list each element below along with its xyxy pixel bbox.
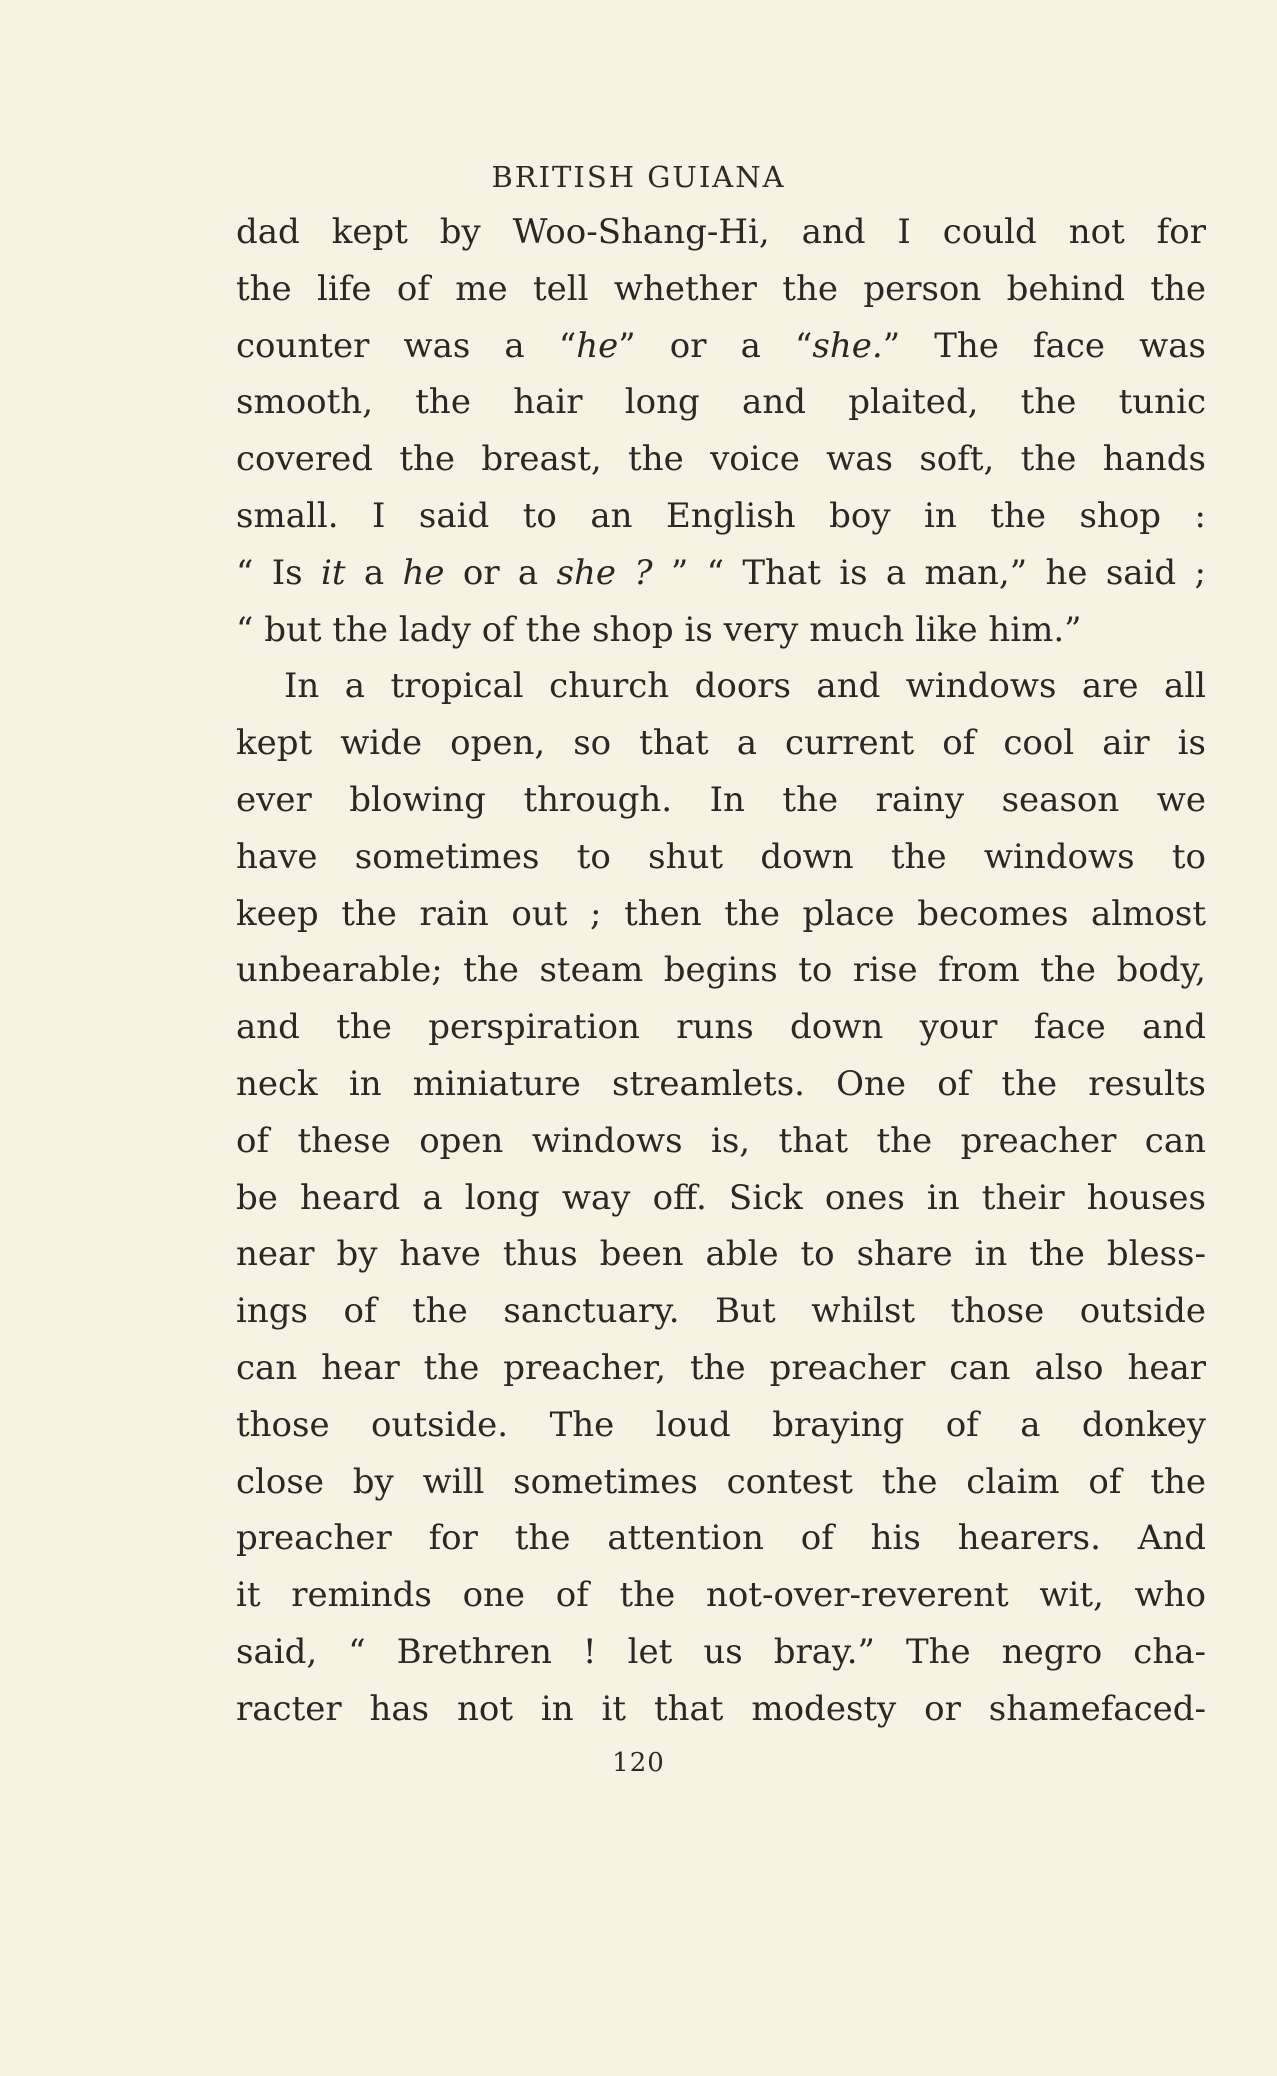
text-line: preacher for the attention of his hearers. And xyxy=(236,1518,1206,1559)
text-line: and the perspiration runs down your face and xyxy=(236,1007,1206,1048)
text-line: small. I said to an English boy in the shop : xyxy=(236,495,1206,536)
italic-word: she. xyxy=(812,325,883,366)
text-line: In a tropical church doors and windows are all xyxy=(284,666,1206,707)
text-line: smooth, the hair long and plaited, the tunic xyxy=(236,382,1206,423)
text-line: “ but the lady of the shop is very much like him.” xyxy=(236,609,1082,650)
text-line: have sometimes to shut down the windows to xyxy=(236,836,1206,877)
text-line: said, “ Brethren ! let us bray.” The negro cha- xyxy=(236,1631,1206,1672)
text-line: close by will sometimes contest the claim of the xyxy=(236,1461,1206,1502)
italic-word: he xyxy=(576,325,619,366)
text-line: dad kept by Woo-Shang-Hi, and I could not for xyxy=(236,212,1206,252)
text-line: keep the rain out ; then the place becomes almost xyxy=(236,893,1206,934)
text-line: unbearable; the steam begins to rise from the body, xyxy=(236,950,1206,991)
text-line: covered the breast, the voice was soft, the hands xyxy=(236,439,1206,480)
text-line: the life of me tell whether the person behind the xyxy=(236,268,1206,309)
text-line: “ Is it a he or a she ? ” “ That is a man,” he said ; xyxy=(236,552,1206,593)
italic-word: he xyxy=(402,552,445,593)
text-line: ever blowing through. In the rainy season we xyxy=(236,779,1206,820)
italic-word: it xyxy=(320,552,346,593)
text-line: be heard a long way off. Sick ones in their houses xyxy=(236,1177,1206,1218)
page-number: 120 xyxy=(612,1748,665,1778)
text-line: near by have thus been able to share in the bless- xyxy=(236,1234,1206,1275)
text-line: those outside. The loud braying of a donkey xyxy=(236,1404,1206,1445)
text-line: it reminds one of the not-over-reverent wit, who xyxy=(236,1575,1206,1616)
text-line: of these open windows is, that the preacher can xyxy=(236,1120,1206,1161)
text-line: kept wide open, so that a current of cool air is xyxy=(236,723,1206,764)
text-line: racter has not in it that modesty or shamefaced- xyxy=(236,1688,1206,1729)
text-line: ings of the sanctuary. But whilst those outside xyxy=(236,1291,1206,1332)
text-line: neck in miniature streamlets. One of the results xyxy=(236,1063,1206,1104)
body-text xyxy=(236,204,1206,1738)
italic-word: she ? xyxy=(556,552,653,593)
text-line: counter was a “he” or a “she.” The face was xyxy=(236,325,1206,366)
running-head: BRITISH GUIANA xyxy=(491,160,786,194)
text-line: can hear the preacher, the preacher can also hear xyxy=(236,1347,1206,1388)
